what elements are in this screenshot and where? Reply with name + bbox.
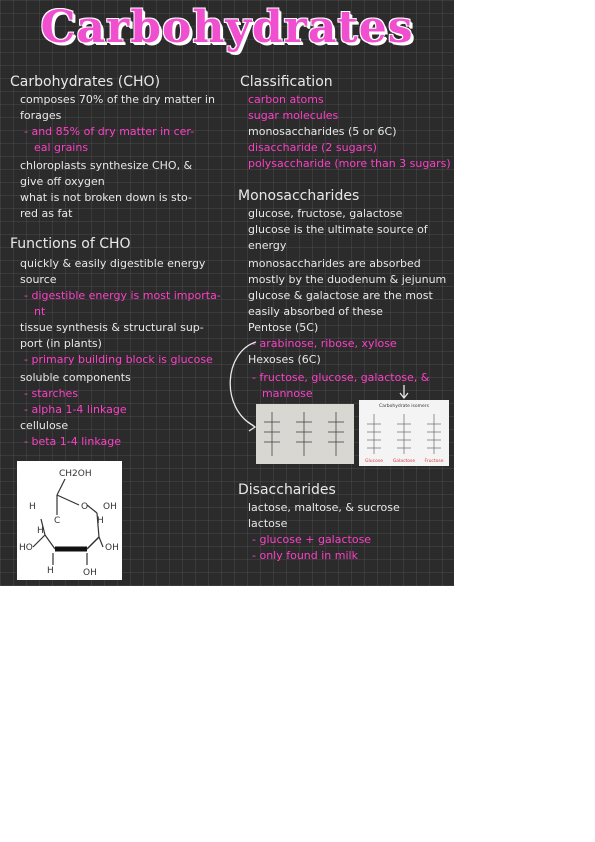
hexose-structures-photo — [256, 404, 354, 464]
classification-line: disaccharide (2 sugars) — [248, 141, 377, 154]
note-line: forages — [20, 109, 62, 122]
monosaccharides-heading: Monosaccharides — [238, 188, 360, 204]
classification-line: monosaccharides (5 or 6C) — [248, 125, 397, 138]
function-line: port (in plants) — [20, 337, 102, 350]
isomers-title: Carbohydrate isomers — [379, 404, 429, 409]
function-line: soluble components — [20, 371, 131, 384]
classification-line: sugar molecules — [248, 109, 339, 122]
mono-line: glucose & galactose are the most — [248, 289, 433, 302]
glucose-ring-image — [17, 461, 122, 580]
note-line: what is not broken down is sto- — [20, 191, 192, 204]
classification-heading: Classification — [240, 74, 333, 90]
function-line: - starches — [24, 387, 79, 400]
di-line: - only found in milk — [252, 549, 358, 562]
mono-line: monosaccharides are absorbed — [248, 257, 421, 270]
glucose-ring-diagram — [17, 461, 122, 580]
note-line: red as fat — [20, 207, 73, 220]
ring-label: CH2OH — [59, 469, 92, 479]
isomer-label: Glucose — [365, 459, 383, 464]
ring-label: H — [29, 502, 36, 512]
ring-label: OH — [105, 543, 119, 553]
function-line: source — [20, 273, 57, 286]
ring-label: OH — [103, 502, 117, 512]
function-line: nt — [34, 305, 46, 318]
function-line: - digestible energy is most importa- — [24, 289, 221, 302]
hexose-structures-diagram — [256, 404, 354, 464]
classification-line: carbon atoms — [248, 93, 324, 106]
ring-label: O — [81, 502, 89, 512]
function-line: quickly & easily digestible energy — [20, 257, 206, 270]
function-line: tissue synthesis & structural sup- — [20, 321, 204, 334]
mono-line: glucose is the ultimate source of — [248, 223, 428, 236]
mono-line: Hexoses (6C) — [248, 353, 321, 366]
di-line: lactose — [248, 517, 288, 530]
note-line: chloroplasts synthesize CHO, & — [20, 159, 193, 172]
ring-label: HO — [19, 543, 33, 553]
mono-line: mannose — [262, 387, 313, 400]
ring-label: C — [54, 516, 61, 526]
function-line: cellulose — [20, 419, 69, 432]
di-line: - glucose + galactose — [252, 533, 372, 546]
disaccharides-heading: Disaccharides — [238, 482, 336, 498]
function-line: - primary building block is glucose — [24, 353, 213, 366]
down-arrow-icon — [398, 384, 410, 400]
note-line: eal grains — [34, 141, 89, 154]
classification-line: polysaccharide (more than 3 sugars) — [248, 157, 451, 170]
carbs-heading: Carbohydrates (CHO) — [10, 74, 161, 90]
ring-label: H — [47, 566, 54, 576]
mono-line: - arabinose, ribose, xylose — [252, 337, 397, 350]
mono-line: Pentose (5C) — [248, 321, 319, 334]
note-line: composes 70% of the dry matter in — [20, 93, 215, 106]
function-line: - alpha 1-4 linkage — [24, 403, 127, 416]
note-line: give off oxygen — [20, 175, 105, 188]
ring-label: H — [97, 516, 104, 526]
isomer-label: Galactose — [392, 459, 416, 464]
di-line: lactose, maltose, & sucrose — [248, 501, 400, 514]
mono-line: energy — [248, 239, 287, 252]
isomers-diagram — [359, 400, 449, 466]
mono-line: glucose, fructose, galactose — [248, 207, 403, 220]
mono-line: - fructose, glucose, galactose, & — [252, 371, 430, 384]
mono-line: mostly by the duodenum & jejunum — [248, 273, 447, 286]
isomer-label: Fructose — [424, 459, 444, 464]
carbohydrate-isomers-image — [359, 400, 449, 466]
ring-label: OH — [83, 568, 97, 578]
page-title: Carbohydrates — [40, 2, 414, 53]
note-line: - and 85% of dry matter in cer- — [24, 125, 195, 138]
ring-label: H — [37, 526, 44, 536]
functions-heading: Functions of CHO — [10, 236, 131, 252]
function-line: - beta 1-4 linkage — [24, 435, 121, 448]
mono-line: easily absorbed of these — [248, 305, 383, 318]
